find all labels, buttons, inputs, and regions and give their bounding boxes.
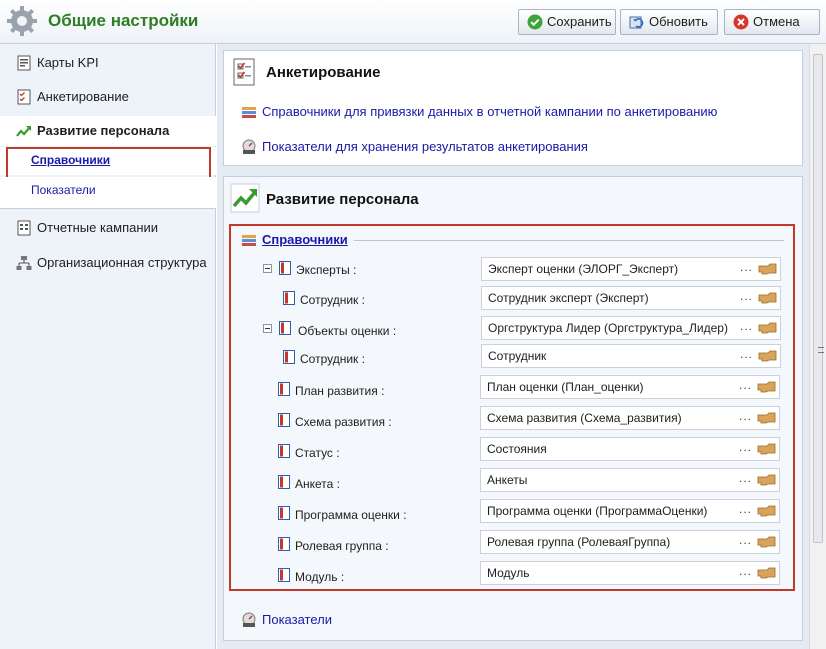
field-label-development-plan: План развития : (295, 384, 385, 398)
abc-indicator-icon (241, 139, 257, 155)
save-button[interactable] (518, 9, 616, 35)
field-label-employee: Сотрудник : (300, 352, 365, 366)
field-value: Программа оценки (ПрограммаОценки) (487, 504, 708, 518)
field-value: Анкеты (487, 473, 528, 487)
sidebar-item-label: Анкетирование (37, 89, 129, 104)
book-icon (283, 291, 295, 305)
scrollbar-thumb[interactable] (813, 54, 823, 543)
field-label-experts: Эксперты : (296, 263, 357, 277)
collapse-toggle[interactable] (263, 324, 272, 333)
picker-button[interactable]: ... (740, 260, 754, 274)
survey-dictionaries-link[interactable]: Справочники для привязки данных в отчетной кампании по анкетированию (262, 104, 718, 119)
picker-button[interactable]: ... (740, 319, 754, 333)
field-label-status: Статус : (295, 446, 340, 460)
dictionaries-section-title[interactable]: Справочники (262, 232, 348, 247)
field-development-plan[interactable] (480, 375, 780, 399)
content-area (217, 44, 809, 649)
close-icon (733, 14, 749, 30)
book-icon (283, 350, 295, 364)
field-label-module: Модуль : (295, 570, 345, 584)
sidebar-item-label: Организационная структура (37, 255, 207, 270)
field-status[interactable] (480, 437, 780, 461)
title-bar (0, 0, 826, 44)
field-value: Сотрудник (488, 349, 547, 363)
scrollbar-grip (818, 347, 824, 353)
pointing-hand-icon[interactable] (758, 350, 778, 362)
book-icon (278, 382, 290, 396)
pointing-hand-icon[interactable] (758, 292, 778, 304)
refresh-button[interactable] (620, 9, 718, 35)
pointing-hand-icon[interactable] (757, 412, 777, 424)
picker-button[interactable]: ... (739, 502, 753, 516)
sidebar-item-label: Показатели (31, 183, 96, 197)
book-icon (279, 321, 291, 335)
field-development-scheme[interactable] (480, 406, 780, 430)
page-title: Общие настройки (48, 11, 199, 30)
field-label-employee: Сотрудник : (300, 293, 365, 307)
pointing-hand-icon[interactable] (757, 443, 777, 455)
picker-button[interactable]: ... (739, 533, 753, 547)
cancel-button-label: Отмена (753, 14, 800, 29)
field-experts[interactable] (481, 257, 781, 281)
save-button-label: Сохранить (547, 14, 612, 29)
dictionary-icon (241, 104, 257, 120)
field-role-group[interactable] (480, 530, 780, 554)
campaign-icon (16, 220, 32, 236)
field-value: Сотрудник эксперт (Эксперт) (488, 291, 649, 305)
field-value: План оценки (План_оценки) (487, 380, 644, 394)
field-value: Схема развития (Схема_развития) (487, 411, 682, 425)
field-evaluation-program[interactable] (480, 499, 780, 523)
field-value: Состояния (487, 442, 547, 456)
book-icon (278, 506, 290, 520)
field-value: Модуль (487, 566, 530, 580)
field-value: Ролевая группа (РолеваяГруппа) (487, 535, 671, 549)
picker-button[interactable]: ... (740, 347, 754, 361)
sidebar-item-survey[interactable] (0, 82, 216, 112)
cancel-button[interactable] (724, 9, 820, 35)
book-icon (278, 537, 290, 551)
gear-icon (6, 5, 38, 37)
picker-button[interactable]: ... (740, 289, 754, 303)
sidebar-item-kpi-cards[interactable] (0, 48, 216, 78)
dictionary-icon (241, 232, 257, 248)
field-expert-employee[interactable] (481, 286, 781, 310)
collapse-toggle[interactable] (263, 264, 272, 273)
sidebar-item-indicators[interactable] (0, 177, 216, 209)
pointing-hand-icon[interactable] (757, 474, 777, 486)
book-icon (278, 444, 290, 458)
pointing-hand-icon[interactable] (757, 567, 777, 579)
sidebar (0, 44, 216, 649)
pointing-hand-icon[interactable] (757, 505, 777, 517)
book-icon (279, 261, 291, 275)
field-label-evaluation-program: Программа оценки : (295, 508, 407, 522)
field-value: Эксперт оценки (ЭЛОРГ_Эксперт) (488, 262, 679, 276)
picker-button[interactable]: ... (739, 440, 753, 454)
checklist-icon (232, 57, 258, 87)
abc-indicator-icon (241, 612, 257, 628)
pointing-hand-icon[interactable] (757, 536, 777, 548)
field-label-evaluation-objects: Объекты оценки : (298, 324, 397, 338)
staff-development-title: Развитие персонала (266, 191, 419, 208)
dev-indicators-link[interactable]: Показатели (262, 612, 332, 627)
refresh-button-label: Обновить (649, 14, 708, 29)
field-value: Оргструктура Лидер (Оргструктура_Лидер) (488, 321, 728, 335)
sidebar-item-report-campaigns[interactable] (0, 213, 216, 243)
picker-button[interactable]: ... (739, 409, 753, 423)
pointing-hand-icon[interactable] (758, 263, 778, 275)
survey-panel (223, 50, 803, 166)
picker-button[interactable]: ... (739, 471, 753, 485)
pointing-hand-icon[interactable] (758, 322, 778, 334)
sidebar-item-staff-development[interactable] (0, 116, 216, 146)
sidebar-item-label: Справочники (31, 153, 111, 167)
field-evaluation-objects[interactable] (481, 316, 781, 340)
picker-button[interactable]: ... (739, 564, 753, 578)
field-label-development-scheme: Схема развития : (295, 415, 392, 429)
growth-chart-icon (16, 123, 32, 139)
sidebar-item-label: Карты KPI (37, 55, 99, 70)
staff-development-panel (223, 176, 803, 641)
pointing-hand-icon[interactable] (757, 381, 777, 393)
sidebar-item-org-structure[interactable] (0, 248, 216, 278)
section-divider (354, 240, 784, 241)
vertical-scrollbar[interactable] (809, 44, 826, 649)
field-object-employee[interactable] (481, 344, 781, 368)
field-label-role-group: Ролевая группа : (295, 539, 389, 553)
field-module[interactable] (480, 561, 780, 585)
picker-button[interactable]: ... (739, 378, 753, 392)
sidebar-item-label: Развитие персонала (37, 123, 170, 138)
kpi-card-icon (16, 55, 32, 71)
sidebar-item-label: Отчетные кампании (37, 220, 159, 235)
field-questionnaire[interactable] (480, 468, 780, 492)
book-icon (278, 568, 290, 582)
book-icon (278, 413, 290, 427)
survey-panel-title: Анкетирование (266, 64, 381, 81)
checklist-icon (16, 89, 32, 105)
check-icon (527, 14, 543, 30)
survey-indicators-link[interactable]: Показатели для хранения результатов анкетирования (262, 139, 588, 154)
field-label-questionnaire: Анкета : (295, 477, 340, 491)
book-icon (278, 475, 290, 489)
org-structure-icon (16, 255, 32, 271)
sidebar-highlight-box (6, 147, 211, 179)
growth-chart-icon (230, 183, 260, 213)
refresh-icon (629, 14, 645, 30)
